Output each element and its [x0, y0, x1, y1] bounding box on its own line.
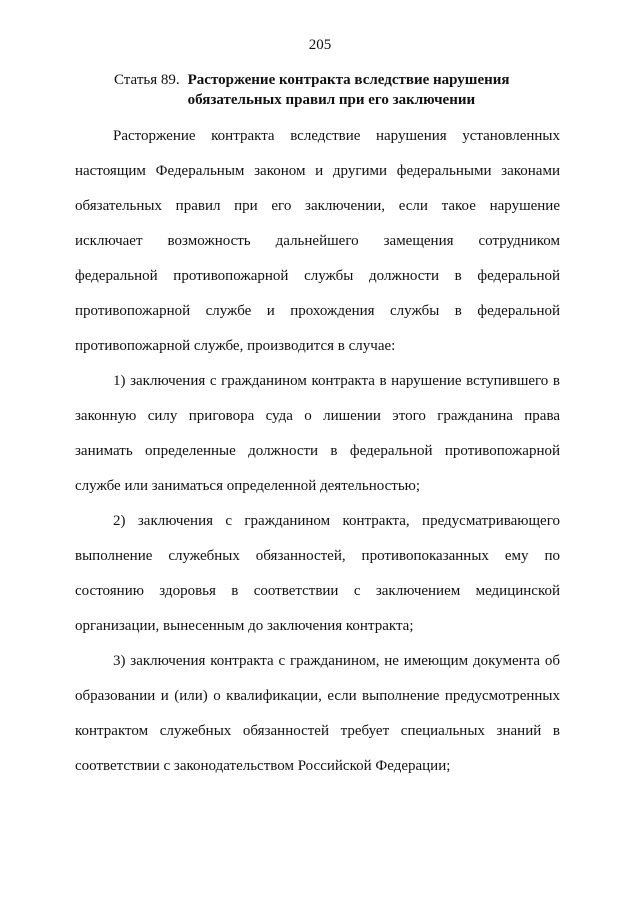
text-line: федеральной противопожарной службы должности в федеральной [75, 268, 560, 284]
page-number: 205 [308, 37, 332, 53]
article-body [75, 119, 560, 784]
text-line: занимать определенные должности в федеральной противопожарной [75, 443, 560, 459]
text-line: противопожарной службе и прохождения службы в федеральной [75, 303, 560, 319]
text-line: настоящим Федеральным законом и другими федеральными законами [75, 163, 560, 179]
text-line: контрактом служебных обязанностей требует специальных знаний в [75, 723, 560, 739]
article-title-line: обязательных правил при его заключении [187, 92, 476, 108]
text-line: выполнение служебных обязанностей, противопоказанных ему по [75, 548, 560, 564]
text-line: 2) заключения с гражданином контракта, предусматривающего [113, 513, 560, 529]
article-title [188, 70, 528, 110]
paragraph-item-2 [75, 504, 560, 644]
text-line: 1) заключения с гражданином контракта в нарушение вступившего в [113, 373, 560, 389]
text-line: законную силу приговора суда о лишении этого гражданина права [75, 408, 560, 424]
paragraph-item-1 [75, 364, 560, 504]
article-title-line: Расторжение контракта вследствие нарушения [187, 72, 510, 88]
text-line: Расторжение контракта вследствие нарушения установленных [113, 128, 560, 144]
text-line: исключает возможность дальнейшего замещения сотрудником [75, 233, 560, 249]
text-line: противопожарной службе, производится в случае: [75, 338, 396, 354]
text-line: службе или заниматься определенной деятельностью; [75, 478, 421, 494]
paragraph-item-3 [75, 644, 560, 784]
article-number: Статья 89. [114, 72, 180, 88]
text-line: соответствии с законодательством Российской Федерации; [75, 758, 451, 774]
text-line: состоянию здоровья в соответствии с заключением медицинской [75, 583, 560, 599]
text-line: обязательных правил при его заключении, если такое нарушение [75, 198, 560, 214]
text-line: образовании и (или) о квалификации, если выполнение предусмотренных [75, 688, 560, 704]
article-heading [114, 70, 528, 110]
text-line: организации, вынесенным до заключения контракта; [75, 618, 414, 634]
text-line: 3) заключения контракта с гражданином, не имеющим документа об [113, 653, 560, 669]
paragraph-intro [75, 119, 560, 364]
